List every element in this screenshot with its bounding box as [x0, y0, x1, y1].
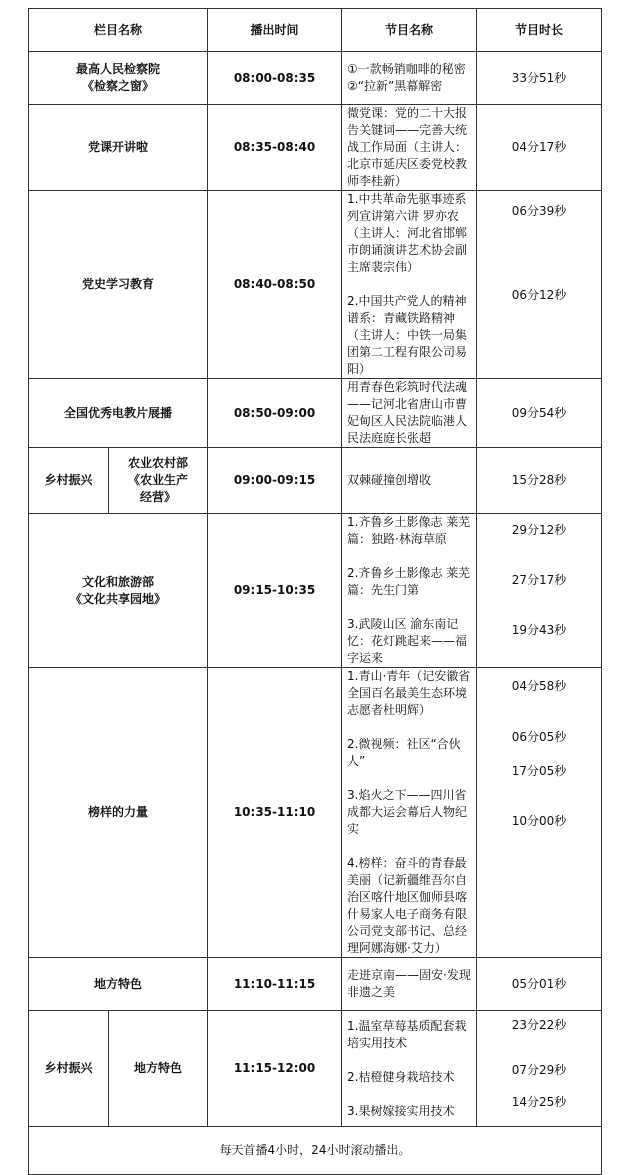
duration-item: 04分17秒: [511, 140, 567, 154]
column-name: 农业农村部 《农业生产 经营》: [109, 448, 208, 514]
program-list: [342, 379, 477, 448]
duration-item: 04分58秒: [511, 679, 567, 693]
duration-item: 29分12秒: [511, 523, 567, 537]
program-list: [342, 514, 477, 668]
air-time: 09:15-10:35: [208, 514, 342, 668]
table-row: [29, 1011, 602, 1127]
column-name: 最高人民检察院 《检察之窗》: [29, 52, 208, 105]
air-time: 09:00-09:15: [208, 448, 342, 514]
schedule-table: [28, 8, 602, 1175]
column-name: 文化和旅游部 《文化共享园地》: [29, 514, 208, 668]
air-time: 08:35-08:40: [208, 105, 342, 191]
air-time: 10:35-11:10: [208, 668, 342, 958]
table-row: [29, 448, 602, 514]
column-category: 乡村振兴: [29, 448, 109, 514]
header-air-time: 播出时间: [208, 9, 342, 52]
duration-item: 06分05秒: [511, 730, 567, 744]
program-item: 1.齐鲁乡土影像志 莱芜篇：独路·林海草原: [347, 515, 471, 546]
column-name: 榜样的力量: [29, 668, 208, 958]
duration-item: 07分29秒: [511, 1063, 567, 1077]
air-time: 08:00-08:35: [208, 52, 342, 105]
duration-cell: [477, 958, 602, 1011]
duration-cell: [477, 1011, 602, 1127]
duration-item: 10分00秒: [511, 814, 567, 828]
column-name: 地方特色: [109, 1011, 208, 1127]
duration-cell: [477, 514, 602, 668]
column-name: 党课开讲啦: [29, 105, 208, 191]
program-item: 3.果树嫁接实用技术: [347, 1103, 455, 1118]
program-item: 双棘碰撞创增收: [347, 473, 432, 487]
note-row: [29, 1127, 602, 1175]
program-list: [342, 105, 477, 191]
duration-item: 05分01秒: [511, 976, 567, 991]
header-duration: 节目时长: [477, 9, 602, 52]
table-row: [29, 105, 602, 191]
program-item: 用青春色彩筑时代法魂——记河北省唐山市曹妃甸区人民法院临港人民法庭庭长张超: [347, 380, 468, 445]
program-item: ①一款畅销咖啡的秘密②“拉新”黑幕解密: [347, 62, 466, 93]
duration-item: 06分39秒: [511, 204, 567, 218]
table-row: [29, 958, 602, 1011]
air-time: 11:15-12:00: [208, 1011, 342, 1127]
program-item: 2.中国共产党人的精神谱系：青藏铁路精神（主讲人：中铁一局集团第二工程有限公司易阳）: [347, 294, 468, 376]
program-item: 1.温室草莓基质配套栽培实用技术: [347, 1018, 467, 1050]
table-row: [29, 668, 602, 958]
duration-item: 23分22秒: [511, 1018, 567, 1032]
duration-cell: [477, 191, 602, 379]
duration-cell: [477, 52, 602, 105]
duration-item: 27分17秒: [511, 573, 567, 587]
program-item: 走进京南——固安·发现非遗之美: [347, 968, 471, 999]
header-row: [29, 9, 602, 52]
program-item: 2.齐鲁乡土影像志 莱芜篇：先生门第: [347, 566, 471, 597]
duration-item: 06分12秒: [511, 288, 567, 302]
program-list: [342, 191, 477, 379]
column-name: 全国优秀电教片展播: [29, 379, 208, 448]
duration-cell: [477, 448, 602, 514]
program-item: 微党课：党的二十大报告关键词——完善大统战工作局面（主讲人：北京市延庆区委党校教师李桂新）: [347, 106, 468, 188]
column-category: 乡村振兴: [29, 1011, 109, 1127]
header-program-name: 节目名称: [342, 9, 477, 52]
duration-cell: [477, 668, 602, 958]
air-time: 08:40-08:50: [208, 191, 342, 379]
program-list: [342, 668, 477, 958]
program-list: [342, 52, 477, 105]
duration-item: 09分54秒: [511, 405, 567, 420]
column-name: 地方特色: [29, 958, 208, 1011]
table-row: [29, 514, 602, 668]
program-item: 1.青山·青年（记安徽省全国百名最美生态环境志愿者杜明辉）: [347, 669, 471, 717]
program-list: [342, 1011, 477, 1127]
column-name: 党史学习教育: [29, 191, 208, 379]
duration-cell: [477, 105, 602, 191]
table-row: [29, 379, 602, 448]
air-time: 11:10-11:15: [208, 958, 342, 1011]
program-item: 1.中共革命先驱事迹系列宣讲第六讲 罗亦农（主讲人：河北省邯郸市朗诵演讲艺术协会副主席裴宗伟）: [347, 192, 468, 274]
duration-item: 19分43秒: [511, 623, 567, 637]
duration-item: 17分05秒: [511, 764, 567, 778]
program-list: [342, 958, 477, 1011]
duration-item: 14分25秒: [511, 1095, 567, 1109]
table-row: [29, 191, 602, 379]
program-item: 3.焰火之下——四川省成都大运会幕后人物纪实: [347, 788, 468, 836]
program-item: 3.武陵山区 渝东南记忆：花灯跳起来——福字运来: [347, 617, 468, 665]
program-item: 4.榜样：奋斗的青春最美丽（记新疆维吾尔自治区喀什地区伽师县喀什易家人电子商务有限公司党支部书记、总经理阿娜海娜·艾力）: [347, 856, 468, 955]
broadcast-note: 每天首播4小时，24小时滚动播出。: [29, 1127, 602, 1175]
duration-item: 33分51秒: [511, 70, 567, 85]
program-item: 2.微视频：社区“合伙人”: [347, 737, 461, 768]
duration-item: 15分28秒: [511, 473, 567, 487]
table-row: [29, 52, 602, 105]
program-item: 2.桔橙健身栽培技术: [347, 1069, 455, 1084]
program-list: [342, 448, 477, 514]
header-column-name: 栏目名称: [29, 9, 208, 52]
duration-cell: [477, 379, 602, 448]
air-time: 08:50-09:00: [208, 379, 342, 448]
